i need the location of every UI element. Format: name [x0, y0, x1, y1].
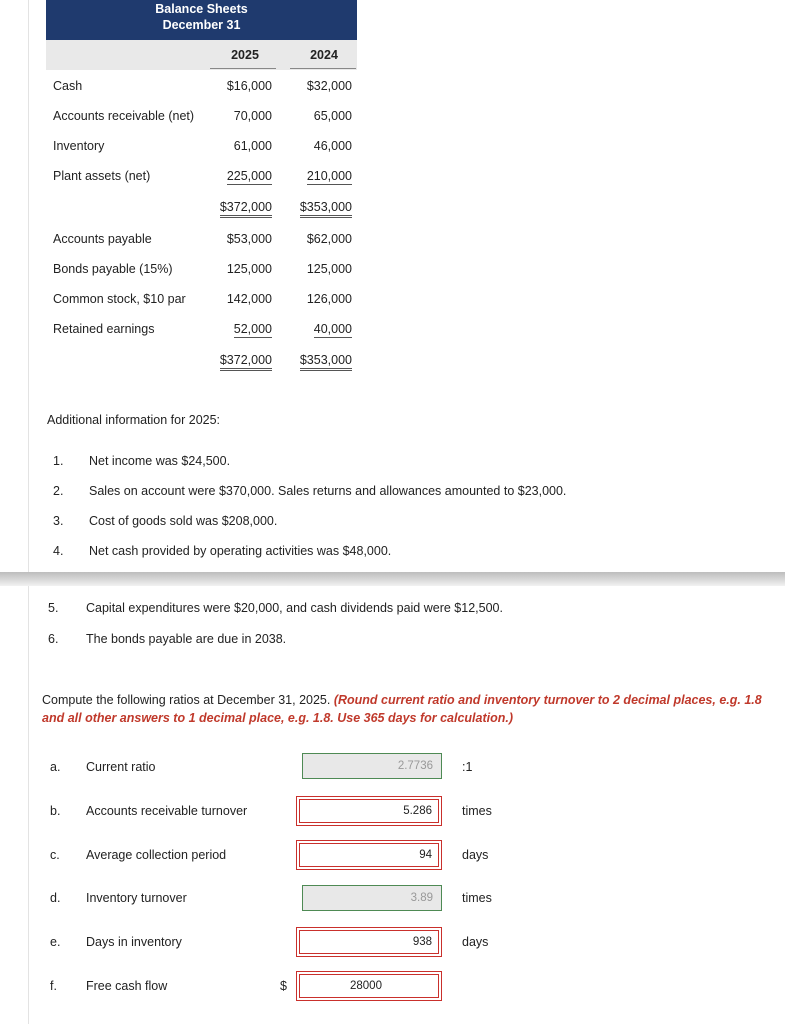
row-value-2025: 142,000 — [226, 292, 272, 306]
dollar-sign: $ — [280, 979, 287, 993]
question-label: Current ratio — [86, 760, 156, 774]
row-value-2025: 61,000 — [233, 139, 272, 153]
row-label: Retained earnings — [53, 322, 155, 336]
days-in-inventory-answer-value[interactable]: 938 — [299, 930, 439, 954]
info-item-text: Net cash provided by operating activities was $48,000. — [89, 544, 392, 558]
balance-sheet-date: December 31 — [162, 18, 241, 32]
row-label: Plant assets (net) — [53, 169, 151, 183]
row-label: Cash — [53, 79, 83, 93]
liabilities-total-2025: $372,000 — [200, 353, 272, 367]
balance-sheet-title: Balance Sheets — [155, 2, 248, 16]
liabilities-total-2024: $353,000 — [280, 353, 352, 367]
assets-total-2024: $353,000 — [280, 200, 352, 214]
balance-sheet-header — [46, 0, 357, 40]
row-value-2024: 40,000 — [313, 322, 352, 336]
instructions-rounding-line2: and all other answers to 1 decimal place, e.g. 1.8. Use 365 days for calculation.) — [42, 711, 514, 725]
inventory-turnover-answer-box[interactable] — [302, 885, 442, 911]
year-2024-header: 2024 — [310, 48, 338, 62]
question-label: Average collection period — [86, 848, 227, 862]
row-value-2024: $32,000 — [306, 79, 352, 93]
row-label: Accounts receivable (net) — [53, 109, 195, 123]
receivable-turnover-answer-box[interactable] — [296, 796, 442, 826]
row-value-2024: 46,000 — [313, 139, 352, 153]
row-value-2025: 125,000 — [226, 262, 272, 276]
instructions — [42, 691, 785, 727]
row-value-2025: $16,000 — [226, 79, 272, 93]
additional-info-heading: Additional information for 2025: — [47, 413, 221, 427]
row-label: Common stock, $10 par — [53, 292, 186, 306]
current-ratio-answer-value: 2.7736 — [397, 760, 433, 772]
row-label: Bonds payable (15%) — [53, 262, 173, 276]
current-ratio-answer-box[interactable] — [302, 753, 442, 779]
question-label: Days in inventory — [86, 935, 182, 949]
answer-unit: :1 — [462, 760, 473, 774]
question-letter: b. — [50, 804, 61, 818]
info-item-text: Sales on account were $370,000. Sales returns and allowances amounted to $23,000. — [89, 484, 567, 498]
answer-unit: days — [462, 935, 489, 949]
info-item-number: 1. — [53, 454, 64, 468]
year-2025-underline — [210, 68, 276, 69]
question-label: Inventory turnover — [86, 891, 187, 905]
row-value-2025: 225,000 — [226, 169, 272, 183]
answer-unit: days — [462, 848, 489, 862]
row-label: Accounts payable — [53, 232, 152, 246]
row-value-2025: $53,000 — [226, 232, 272, 246]
days-in-inventory-answer-box[interactable] — [296, 927, 442, 957]
info-item-text: The bonds payable are due in 2038. — [86, 632, 287, 646]
info-item-text: Cost of goods sold was $208,000. — [89, 514, 278, 528]
section-divider — [0, 572, 785, 586]
info-item-number: 2. — [53, 484, 64, 498]
assets-total-2025: $372,000 — [200, 200, 272, 214]
question-letter: d. — [50, 891, 61, 905]
row-value-2025: 52,000 — [233, 322, 272, 336]
left-border — [28, 0, 29, 1024]
collection-period-answer-box[interactable] — [296, 840, 442, 870]
info-item-number: 3. — [53, 514, 64, 528]
question-letter: c. — [50, 848, 60, 862]
answer-unit: times — [462, 804, 492, 818]
question-label: Accounts receivable turnover — [86, 804, 248, 818]
receivable-turnover-answer-value[interactable]: 5.286 — [299, 799, 439, 823]
year-2024-underline — [290, 68, 356, 69]
collection-period-answer-value[interactable]: 94 — [299, 843, 439, 867]
year-2025-header: 2025 — [231, 48, 259, 62]
question-letter: a. — [50, 760, 61, 774]
row-value-2024: 125,000 — [306, 262, 352, 276]
info-item-number: 6. — [48, 632, 59, 646]
info-item-number: 4. — [53, 544, 64, 558]
free-cash-flow-answer-box[interactable] — [296, 971, 442, 1001]
answer-unit: times — [462, 891, 492, 905]
row-label: Inventory — [53, 139, 105, 153]
instructions-plain: Compute the following ratios at December 31, 2025. — [42, 693, 334, 707]
question-letter: f. — [50, 979, 57, 993]
row-value-2024: 210,000 — [306, 169, 352, 183]
info-item-text: Capital expenditures were $20,000, and cash dividends paid were $12,500. — [86, 601, 503, 615]
row-value-2024: 65,000 — [313, 109, 352, 123]
free-cash-flow-answer-value[interactable]: 28000 — [299, 974, 439, 998]
info-item-number: 5. — [48, 601, 59, 615]
row-value-2025: 70,000 — [233, 109, 272, 123]
row-value-2024: 126,000 — [306, 292, 352, 306]
instructions-rounding-line1: (Round current ratio and inventory turnover to 2 decimal places, e.g. 1.8 — [333, 693, 762, 707]
row-value-2024: $62,000 — [306, 232, 352, 246]
info-item-text: Net income was $24,500. — [89, 454, 231, 468]
inventory-turnover-answer-value: 3.89 — [410, 892, 433, 904]
question-letter: e. — [50, 935, 61, 949]
question-label: Free cash flow — [86, 979, 168, 993]
